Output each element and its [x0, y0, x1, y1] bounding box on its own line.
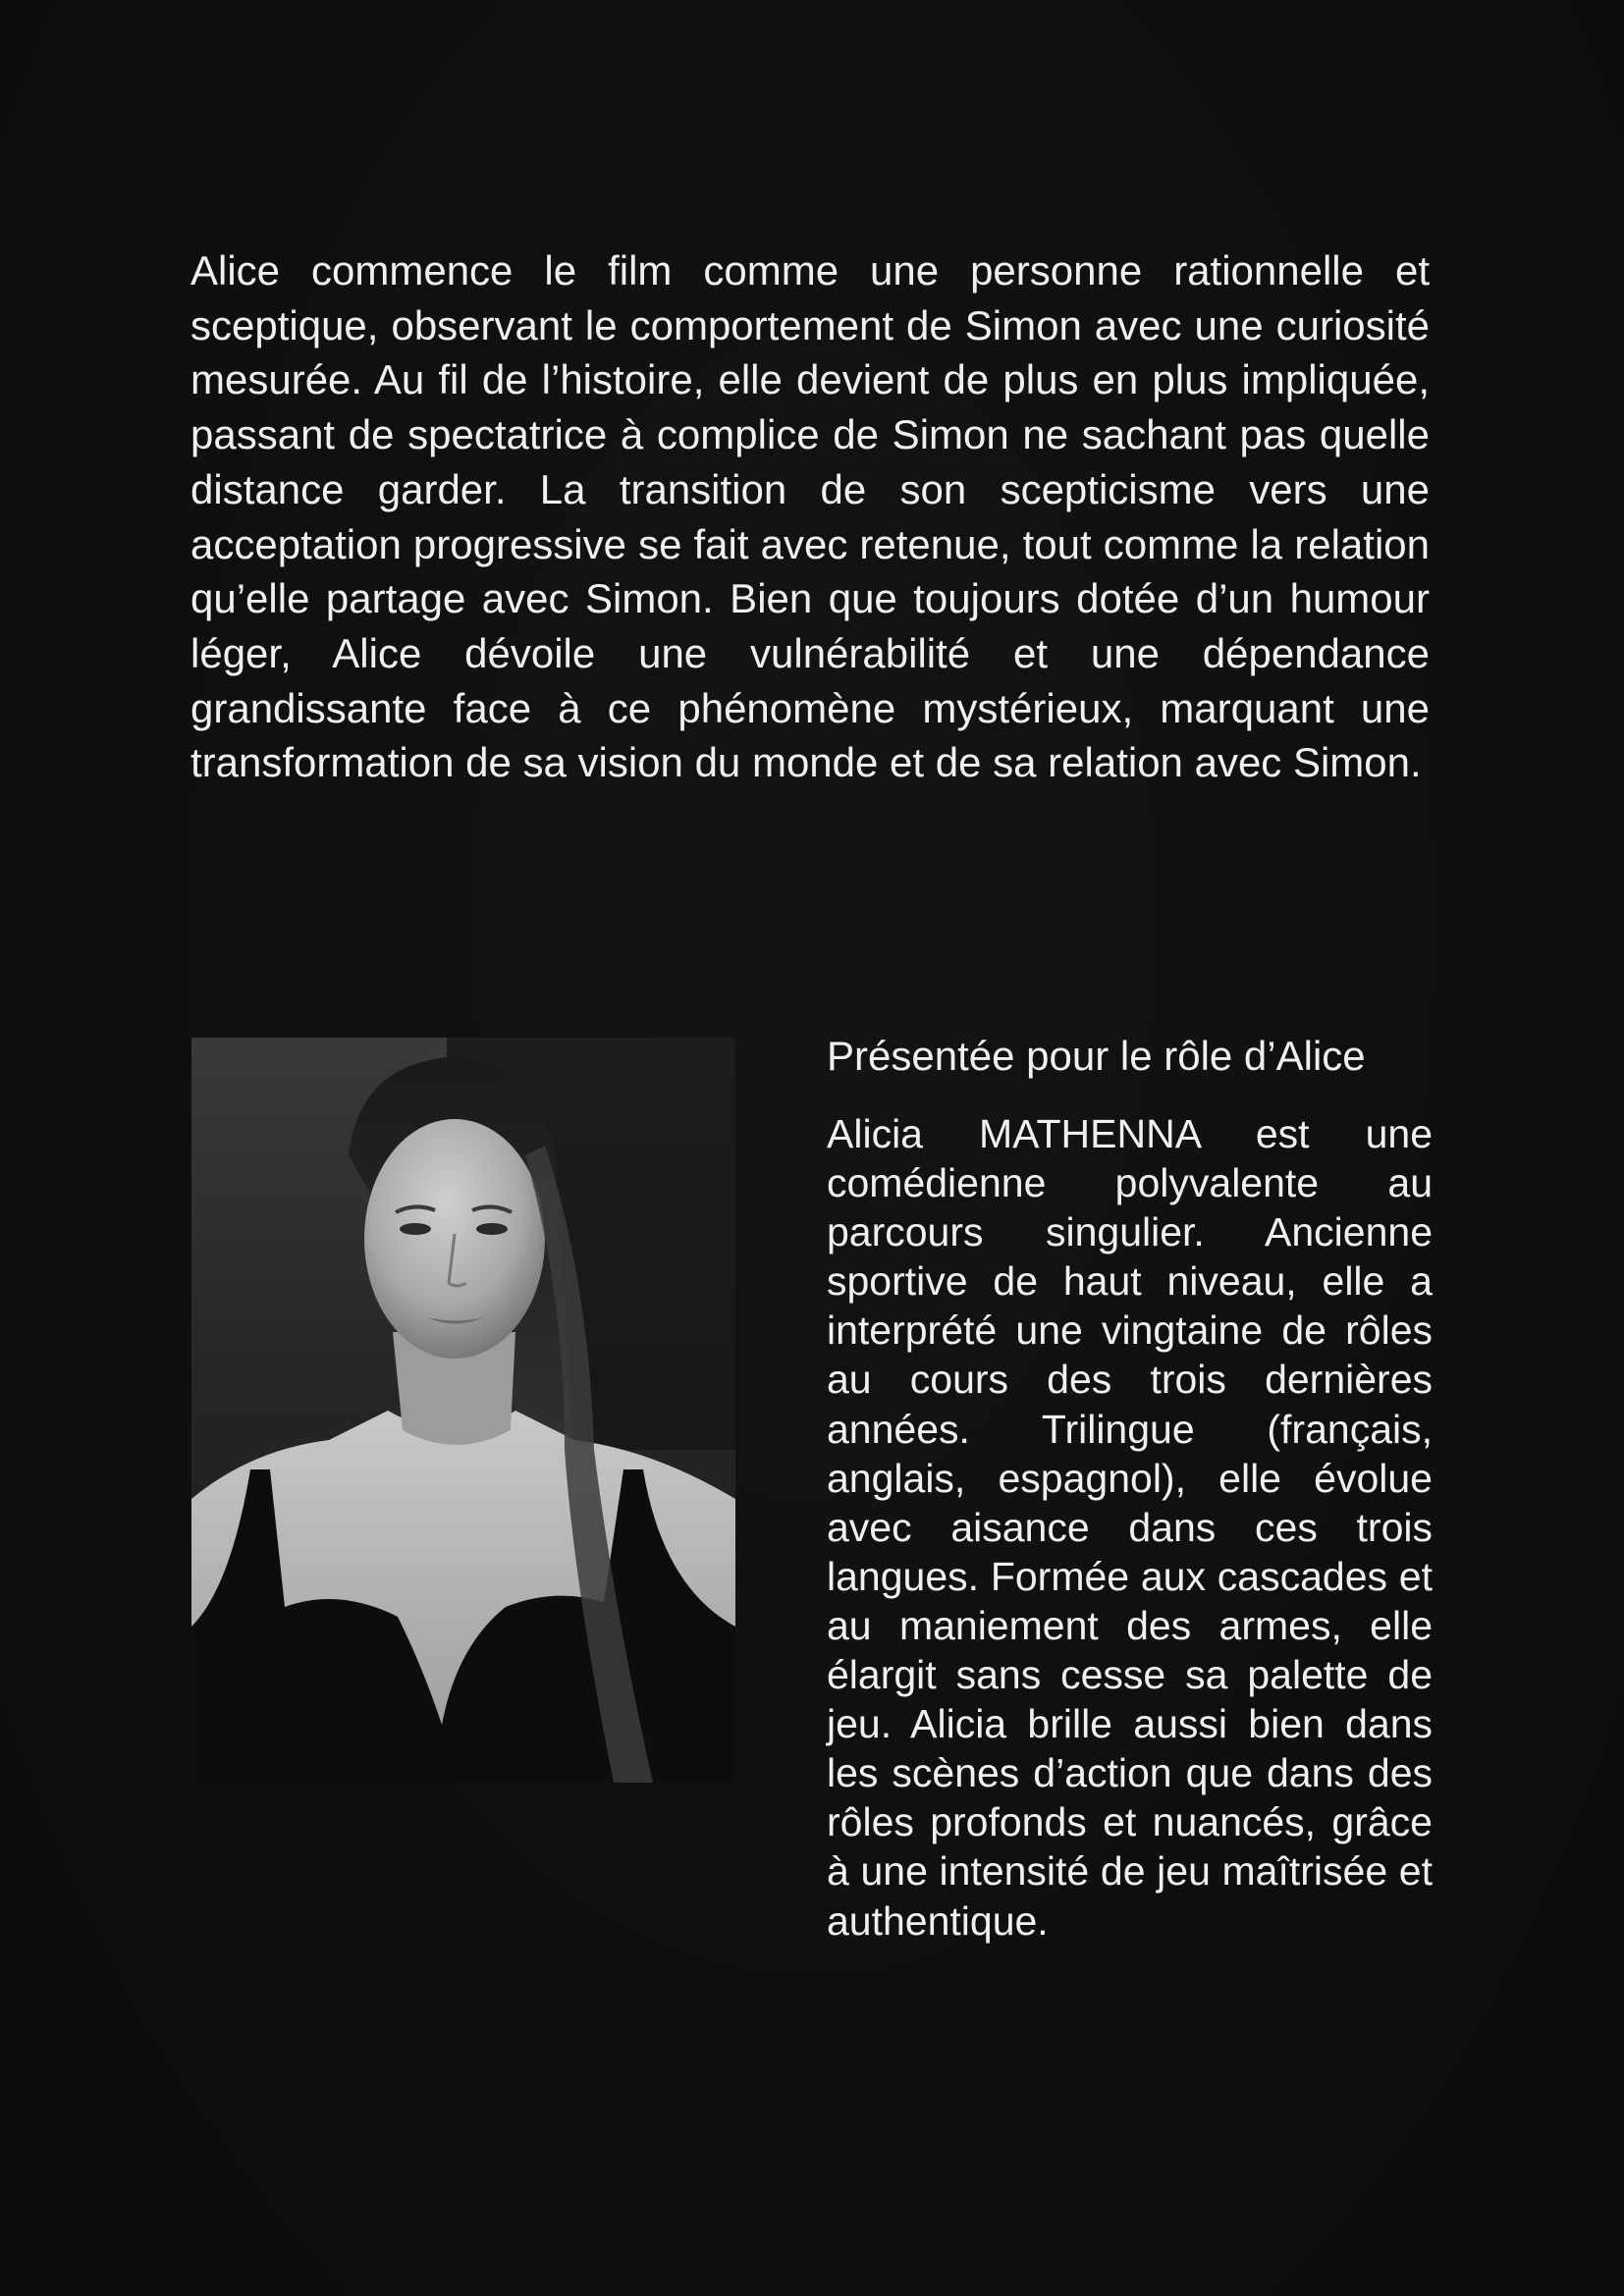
actor-bio: Alicia MATHENNA est une comédienne polyvalente au parcours singulier. Ancienne sportive de haut niveau, elle a interprété une vingtaine de rôles au cours des trois dernières années. Trilingue (français, anglais, espagnol), elle évolue avec aisance dans ces trois langues. Formée aux cascades et au maniement des armes, elle élargit sans cesse sa palette de jeu. Alicia brille aussi bien dans les scènes d’action que dans des rôles profonds et nuancés, grâce à une intensité de jeu maîtrisée et authentique.: [827, 1111, 1433, 1944]
portrait-image: [191, 1038, 735, 1783]
intro-paragraph: Alice commence le film comme une personne rationnelle et sceptique, observant le comportement de Simon avec une curiosité mesurée. Au fil de l’histoire, elle devient de plus en plus impliquée, passant de spectatrice à complice de Simon ne sachant pas quelle distance garder. La transition de son scepticisme vers une acceptation progressive se fait avec retenue, tout comme la relation qu’elle partage avec Simon. Bien que toujours dotée d’un humour léger, Alice dévoile une vulnérabilité et une dépendance grandissante face à ce phénomène mystérieux, marquant une transformation de sa vision du monde et de sa relation avec Simon.: [190, 247, 1430, 786]
role-heading: Présentée pour le rôle d’Alice: [827, 1033, 1366, 1079]
actor-portrait-photo: [191, 1038, 735, 1783]
